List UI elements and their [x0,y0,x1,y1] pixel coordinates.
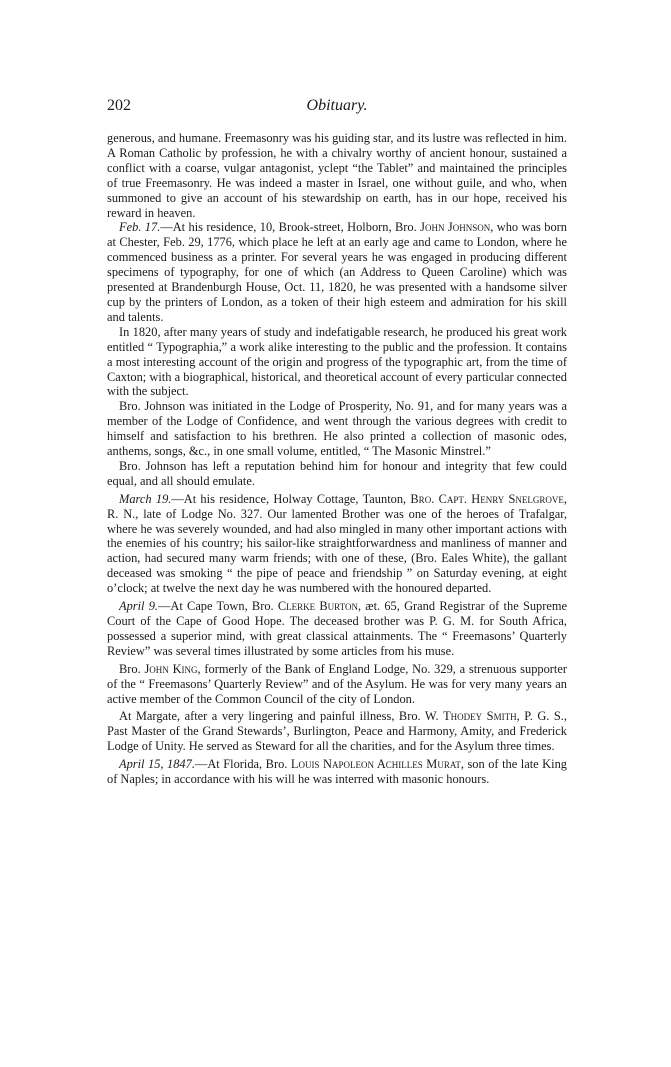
paragraph [107,131,567,220]
entry-name: Clerke Burton [277,599,358,614]
entry-text: , æt. 65, Grand Registrar of the Supreme Court of the Cape of Good Hope. The deceased brother was P. G. M. for South Africa, possessed a superior mind, with great classical attainments. The “ Freemasons’ Quarterly Review” was several times illustrated by some articles from his muse. [107,599,567,658]
obituary-text [107,131,567,787]
page-number: 202 [107,97,131,114]
paragraph-text: In 1820, after many years of study and indefatigable research, he produced his great work entitled “ Typographia,” a work alike interesting to the public and the profession. It contains a most interesting account of the origin and progress of the typographic art, from the time of Caxton; with a biographical, historical, and theoretical account of every particular connected with the subject. [107,324,567,399]
entry-name: John King [144,661,198,676]
obituary-entry-burton [107,599,567,659]
entry-text: , R. N., late of Lodge No. 327. Our lamented Brother was one of the heroes of Trafalgar, where he was severely wounded, and had also mingled in many other important actions with the enemies of his country; his sailor-like straightforwardness and manliness of manner and action, had secured many warm friends; with one of these, (Bro. Eales White), the gallant deceased was smoking “ the pipe of peace and friendship ” on Saturday evening, at eight o’clock; at twelve the next day he was numbered with the honoured departed. [107,491,567,596]
entry-date: March 19. [119,491,172,506]
paragraph [107,399,567,459]
obituary-entry-king [107,662,567,707]
entry-text: , who was born at Chester, Feb. 29, 1776, which place he left at an early age and came to London, where he commenced business as a printer. For several years he was engaged in producing different specimens of typography, for one of which (an Address to Queen Caroline) which was presented at Brandenburgh House, Oct. 11, 1820, he was presented with a handsome silver cup by the printers of London, as a token of their high esteem and admiration for his skill and talents. [107,220,567,324]
entry-lead: —At Cape Town, Bro. [158,599,278,614]
entry-text: , formerly of the Bank of England Lodge, No. 329, a strenuous supporter of the “ Freemasons’ Quarterly Review” and of the Asylum. He was for very many years an active member of the Common Council of the city of London. [107,661,567,706]
entry-name: Louis Napoleon Achilles Murat [290,757,461,772]
entry-name: Thodey Smith [443,709,517,724]
entry-date: April 15, 1847. [119,757,195,772]
entry-lead: —At Florida, Bro. [194,757,291,772]
obituary-entry-smith [107,709,567,754]
running-head: Obituary. [306,97,368,114]
entry-lead: —At his residence, 10, Brook-street, Holborn, Bro. [160,220,421,235]
entry-date: Feb. 17. [119,220,161,235]
paragraph-text: generous, and humane. Freemasonry was his guiding star, and its lustre was reflected in him. A Roman Catholic by profession, he with a chivalry worthy of ancient honour, sustained a conflict with a coarse, vulgar antagonist, yclept “the Tablet” and maintained the principles of true Freemasonry. He was indeed a master in Israel, one without guile, and who, when summoned to give an account of his stewardship on earth, has in our hope, received his reward in heaven. [107,131,567,220]
entry-lead: At Margate, after a very lingering and painful illness, Bro. W. [119,709,444,724]
entry-text: , P. G. S., Past Master of the Grand Stewards’, Burlington, Peace and Harmony, Amity, and Frederick Lodge of Unity. He served as Steward for all the charities, and for the Asylum three times. [107,709,567,754]
paragraph-text: Bro. Johnson has left a reputation behind him for honour and integrity that few could equal, and all should emulate. [107,458,567,488]
paragraph [107,325,567,400]
entry-text: , son of the late King of Naples; in accordance with his will he was interred with masonic honours. [107,757,567,787]
entry-lead: Bro. [119,661,145,676]
obituary-entry-johnson [107,220,567,324]
entry-name: Bro. Capt. Henry Snelgrove [410,491,564,506]
paragraph [107,459,567,489]
obituary-entry-snelgrove [107,492,567,596]
page-header [107,97,567,119]
entry-lead: —At his residence, Holway Cottage, Taunton, [171,491,411,506]
entry-date: April 9. [119,599,159,614]
entry-name: John Johnson [420,220,491,235]
paragraph-text: Bro. Johnson was initiated in the Lodge of Prosperity, No. 91, and for many years was a member of the Lodge of Confidence, and went through the various degrees with credit to himself and satisfaction to his brethren. He also printed a collection of masonic odes, anthems, songs, &c., in one small volume, entitled, “ The Masonic Minstrel.” [107,399,567,459]
obituary-entry-murat [107,757,567,787]
